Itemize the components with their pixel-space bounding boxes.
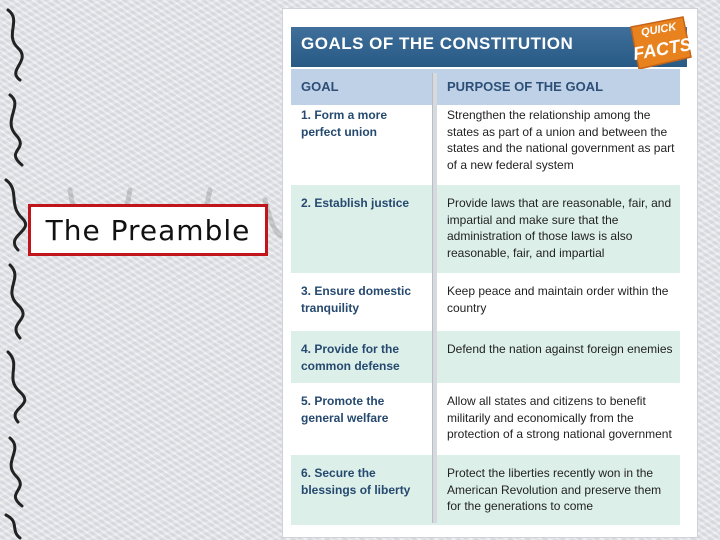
- goal-cell: 2. Establish justice: [301, 196, 410, 210]
- purpose-cell: Allow all states and citizens to benefit militarily and economically from the protection of a strong national government: [447, 394, 672, 441]
- constitution-goals-panel: [282, 8, 698, 538]
- purpose-cell: Keep peace and maintain order within the country: [447, 284, 669, 315]
- column-header-row: [291, 69, 680, 105]
- purpose-column-header: PURPOSE OF THE GOAL: [447, 79, 604, 94]
- badge-line2: FACTS: [631, 34, 694, 64]
- slide-title-box: [28, 204, 268, 256]
- purpose-cell: Defend the nation against foreign enemies: [447, 342, 673, 356]
- table-row: [291, 455, 680, 525]
- goal-cell: 5. Promote the general welfare: [301, 394, 389, 425]
- table-row: [291, 331, 680, 383]
- quick-facts-badge: [625, 13, 695, 73]
- table-row: [291, 273, 680, 331]
- purpose-cell: Strengthen the relationship among the states as part of a union and between the states and the national government as part of a new federal system: [447, 108, 675, 172]
- goal-cell: 6. Secure the blessings of liberty: [301, 466, 411, 497]
- constitution-script-decoration: [0, 0, 30, 540]
- goal-cell: 1. Form a more perfect union: [301, 108, 388, 139]
- purpose-cell: Protect the liberties recently won in the American Revolution and preserve them for the generations to come: [447, 466, 662, 513]
- goal-cell: 3. Ensure domestic tranquility: [301, 284, 412, 315]
- badge-line1: QUICK: [640, 21, 678, 39]
- goal-column-header: GOAL: [301, 79, 339, 94]
- table-row: [291, 105, 680, 185]
- panel-title: GOALS OF THE CONSTITUTION: [301, 34, 574, 53]
- slide-title: The Preamble: [45, 213, 251, 247]
- column-divider: [432, 73, 437, 523]
- table-row: [291, 185, 680, 273]
- goal-cell: 4. Provide for the common defense: [301, 342, 400, 373]
- table-row: [291, 383, 680, 455]
- purpose-cell: Provide laws that are reasonable, fair, and impartial and make sure that the administration of those laws is also reasonable, fair, and impartial: [447, 196, 672, 260]
